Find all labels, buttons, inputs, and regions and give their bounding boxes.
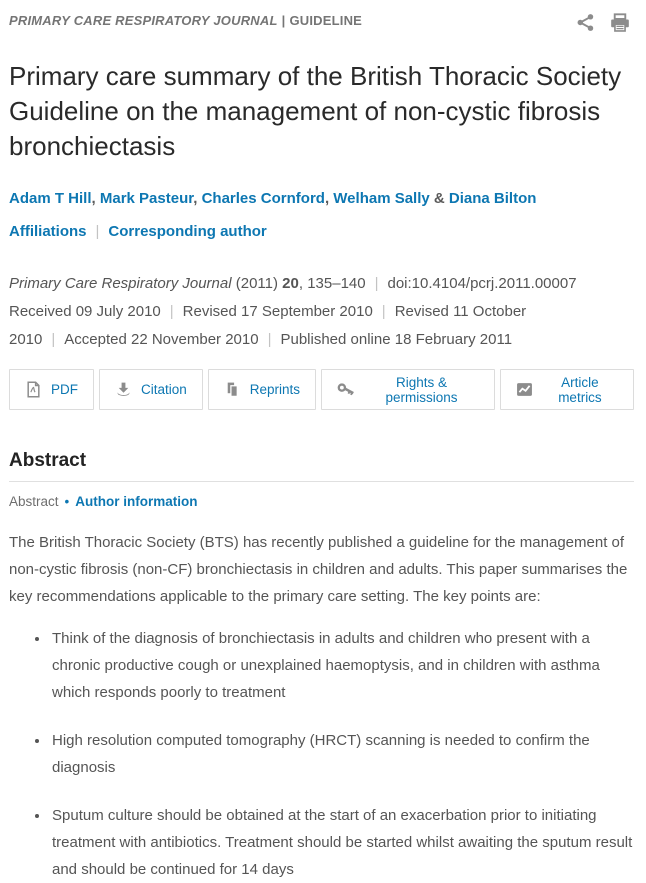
separator: |: [51, 331, 56, 348]
article-type-label: GUIDELINE: [289, 13, 363, 28]
separator: |: [95, 223, 100, 240]
share-icon[interactable]: [576, 13, 595, 32]
download-icon: [115, 381, 132, 398]
citation-pages: , 135–140: [298, 275, 366, 292]
history-item: Published online 18 February 2011: [280, 331, 513, 348]
list-item: • Sputum culture should be obtained at the start of an exacerbation prior to initiating treatment with antibiotics. Treatment should be started whilst awaiting the sputum result and should be continued for 14 days: [50, 802, 634, 883]
button-label: Reprints: [249, 382, 301, 397]
author-link[interactable]: Adam T Hill: [9, 190, 92, 207]
citation-volume: 20: [282, 275, 299, 292]
abstract-subnav: [9, 494, 634, 509]
key-icon: [337, 381, 355, 398]
author-separator: &: [429, 190, 449, 207]
pdf-file-icon: [25, 381, 42, 398]
button-label: Article metrics: [558, 374, 602, 405]
article-meta: [9, 270, 634, 354]
list-item: • Think of the diagnosis of bronchiectasis in adults and children who present with a chronic productive cough or unexplained haemoptysis, and in children with asthma which responds poorly to treatment: [50, 625, 634, 706]
publication-history: [9, 298, 634, 354]
citation-line: [9, 270, 634, 298]
author-separator: ,: [91, 190, 100, 207]
top-actions: [576, 13, 634, 32]
corresponding-author-link[interactable]: Corresponding author: [108, 223, 267, 240]
pdf-button[interactable]: [9, 369, 94, 410]
abstract-heading: Abstract: [9, 450, 634, 482]
journal-name: PRIMARY CARE RESPIRATORY JOURNAL: [9, 13, 278, 28]
key-points-list: [9, 625, 634, 883]
reprints-button[interactable]: [208, 369, 316, 410]
separator: |: [381, 303, 386, 320]
rights-permissions-button[interactable]: [321, 369, 495, 410]
journal-breadcrumb: [9, 13, 362, 28]
history-item: Received 09 July 2010: [9, 303, 161, 320]
author-link[interactable]: Mark Pasteur: [99, 190, 194, 207]
article-metrics-button[interactable]: [500, 369, 634, 410]
author-information-link[interactable]: Author information: [75, 494, 198, 509]
separator: |: [169, 303, 174, 320]
author-link[interactable]: Charles Cornford: [201, 190, 325, 207]
separator: |: [267, 331, 272, 348]
button-label: Rights & permissions: [385, 374, 458, 405]
author-link[interactable]: Welham Sally: [333, 190, 430, 207]
topbar: [9, 13, 634, 32]
citation-button[interactable]: [99, 369, 203, 410]
breadcrumb-separator: |: [281, 13, 286, 28]
separator: |: [374, 275, 379, 292]
author-link[interactable]: Diana Bilton: [448, 190, 537, 207]
author-separator: ,: [193, 190, 202, 207]
list-item: • High resolution computed tomography (HRCT) scanning is needed to confirm the diagnosis: [50, 727, 634, 781]
subnav-current[interactable]: Abstract: [9, 494, 59, 509]
page-title: Primary care summary of the British Thoracic Society Guideline on the management of non-cystic fibrosis bronchiectasis: [9, 61, 622, 161]
citation-doi: doi:10.4104/pcrj.2011.00007: [387, 275, 577, 292]
citation-journal: Primary Care Respiratory Journal: [9, 275, 232, 292]
subnav-separator: •: [64, 494, 70, 509]
author-list: [9, 190, 634, 207]
author-meta-links: [9, 223, 634, 240]
metrics-chart-icon: [516, 381, 533, 398]
affiliations-link[interactable]: Affiliations: [9, 223, 87, 240]
copy-pages-icon: [224, 381, 241, 398]
print-icon[interactable]: [610, 13, 630, 32]
button-label: PDF: [51, 382, 78, 397]
history-item: Revised 17 September 2010: [182, 303, 373, 320]
citation-year: (2011): [235, 275, 278, 292]
article-toolbar: [9, 369, 634, 410]
button-label: Citation: [141, 382, 187, 397]
abstract-intro: The British Thoracic Society (BTS) has recently published a guideline for the management of non-cystic fibrosis (non-CF) bronchiectasis in children and adults. This paper summarises the key recommendations applicable to the primary care setting. The key points are:: [9, 534, 628, 605]
author-separator: ,: [324, 190, 334, 207]
history-item: Accepted 22 November 2010: [64, 331, 259, 348]
history-item: Revised 11 October 2010: [9, 303, 527, 348]
